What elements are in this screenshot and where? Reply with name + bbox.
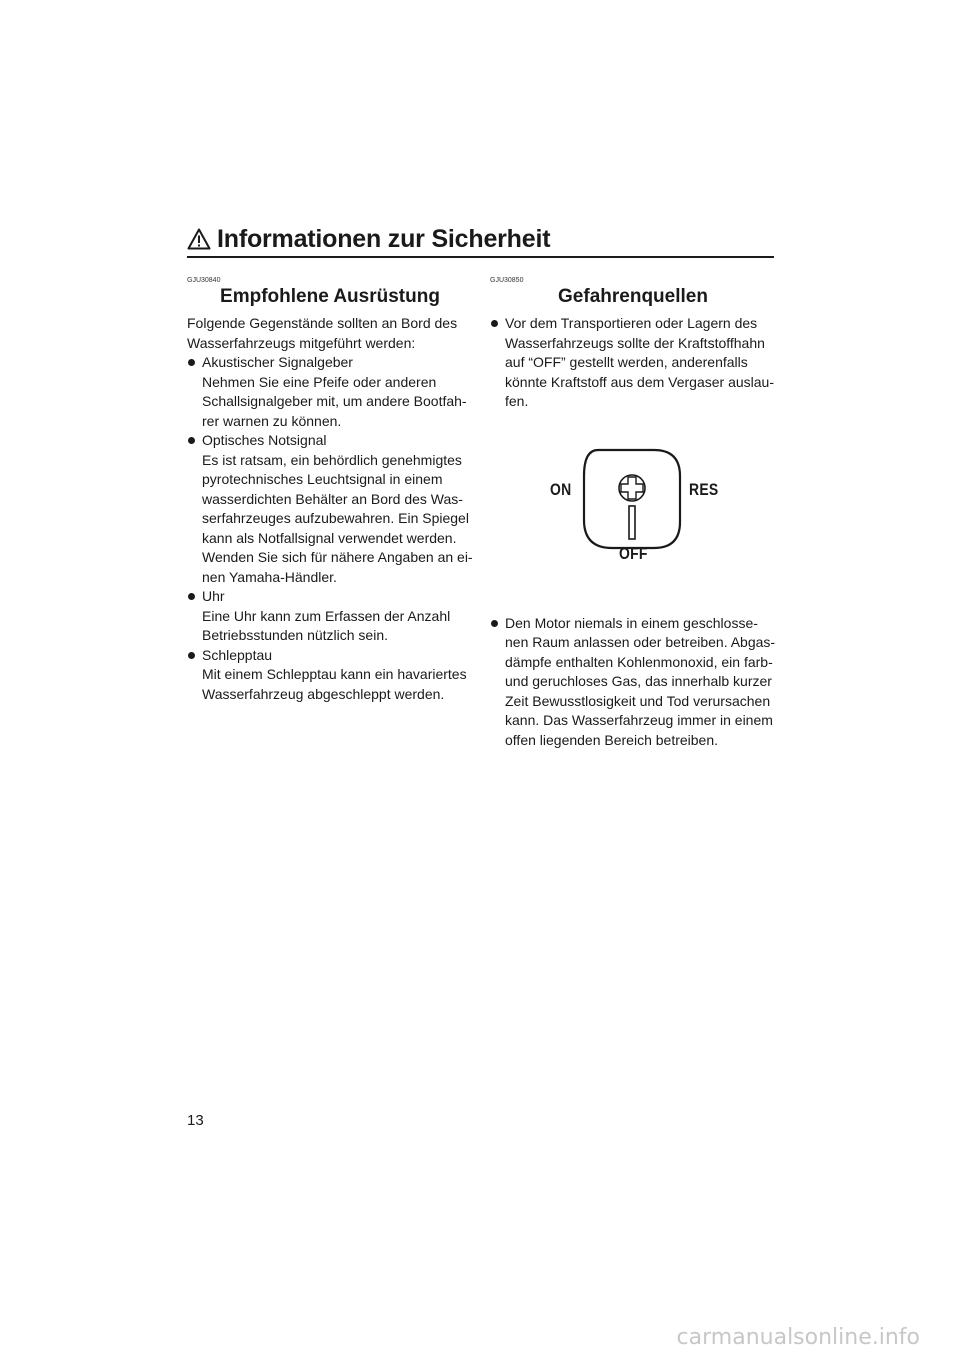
bullet-icon	[188, 359, 195, 366]
item-body: Den Motor niemals in einem geschlosse-nen Raum anlassen oder betreiben. Abgas-dämpfe enthalten Kohlenmonoxid, ein farb-und geruchloses Gas, das innerhalb kurzer Zeit Bewusstlosigkeit und Tod verursachen kann. Das Wasserfahrzeug immer in einem offen liegenden Bereich betreiben.	[505, 614, 776, 748]
item-body: Nehmen Sie eine Pfeife oder anderen Schallsignalgeber mit, um andere Bootfah-rer warnen zu können.	[202, 373, 467, 429]
off-label: OFF	[619, 543, 648, 563]
bullet-icon	[491, 620, 498, 627]
list-item	[490, 314, 776, 412]
list-item	[490, 614, 776, 751]
bullet-icon	[491, 320, 498, 327]
equipment-list	[187, 353, 473, 704]
item-heading: Uhr	[202, 588, 225, 604]
page-header	[187, 224, 774, 258]
fuel-cock-icon	[490, 430, 776, 600]
hazard-list-2	[490, 614, 776, 751]
watermark: carmanualsonline.info	[676, 1325, 920, 1350]
section-heading: Empfohlene Ausrüstung	[220, 286, 440, 307]
bullet-icon	[188, 437, 195, 444]
bullet-icon	[188, 652, 195, 659]
fuel-cock-figure	[490, 430, 776, 600]
page-number: 13	[187, 1112, 204, 1129]
bullet-icon	[188, 593, 195, 600]
intro-text: Folgende Gegenstände sollten an Bord des Wasserfahrzeugs mitgeführt werden:	[187, 315, 458, 351]
item-body: Es ist ratsam, ein behördlich genehmigtes pyrotechnisches Leuchtsignal in einem wasserdichten Behälter an Bord des Was-serfahrzeuges aufzubewahren. Ein Spiegel kann als Notfallsignal verwendet werden. Wenden Sie sich für nähere Angaben an ei-nen Yamaha-Händler.	[202, 451, 473, 585]
hazards-section	[490, 276, 776, 750]
list-item	[187, 353, 473, 431]
recommended-equipment-section	[187, 276, 473, 704]
hazard-list	[490, 314, 776, 412]
list-item	[187, 646, 473, 705]
on-label: ON	[550, 479, 572, 499]
item-heading: Optisches Notsignal	[202, 432, 327, 448]
list-item	[187, 587, 473, 646]
section-code: GJU30850	[490, 277, 524, 284]
warning-triangle-icon	[187, 228, 211, 250]
section-code: GJU30840	[187, 277, 221, 284]
section-heading: Gefahrenquellen	[558, 286, 708, 307]
item-body: Eine Uhr kann zum Erfassen der Anzahl Betriebsstunden nützlich sein.	[202, 607, 451, 643]
item-heading: Akustischer Signalgeber	[202, 354, 353, 370]
item-heading: Schlepptau	[202, 646, 273, 663]
item-body: Mit einem Schlepptau kann ein havariertes Wasserfahrzeug abgeschleppt werden.	[202, 666, 467, 702]
list-item	[187, 431, 473, 587]
res-label: RES	[689, 479, 719, 499]
page-title: Informationen zur Sicherheit	[217, 225, 551, 253]
item-body: Vor dem Transportieren oder Lagern des Wasserfahrzeugs sollte der Kraftstoffhahn auf “OFF” gestellt werden, anderenfalls könnte Kraftstoff aus dem Vergaser auslau-fen.	[505, 315, 775, 409]
